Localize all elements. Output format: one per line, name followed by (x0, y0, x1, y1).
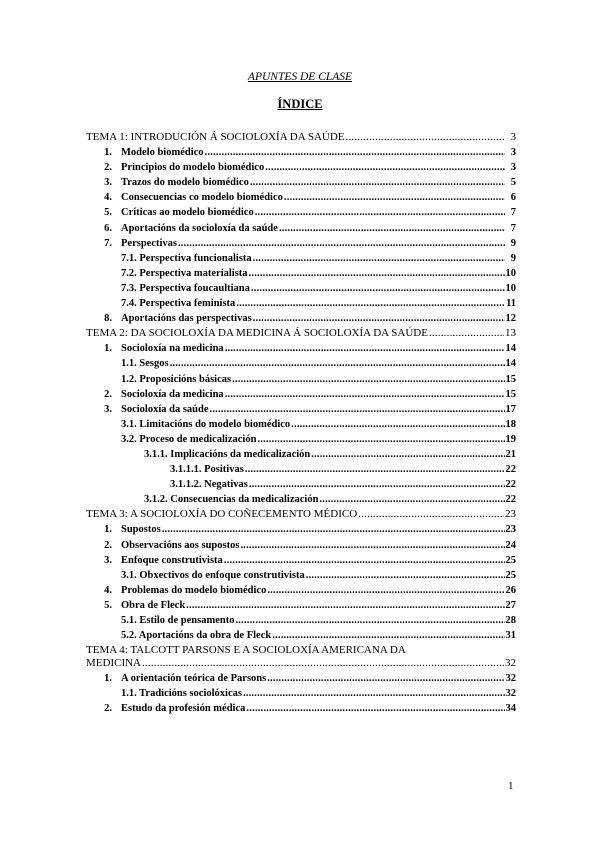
toc-entry-number: 3. (104, 403, 112, 415)
dot-leader (265, 161, 505, 174)
toc-entry-page: 34 (505, 703, 516, 715)
toc-entry-number: 3. (104, 554, 112, 566)
toc-entry (86, 448, 516, 461)
toc-entry-page: 14 (505, 358, 516, 370)
toc-entry-label: Enfoque construtivista (121, 554, 223, 566)
toc-entry (86, 493, 516, 506)
toc-topic-entry (86, 657, 516, 670)
toc-entry-label: Modelo biomédico (121, 147, 204, 159)
toc-entry-label: 3.1.1. Implicacións da medicalización (144, 448, 311, 460)
toc-entry-page: 22 (505, 464, 516, 476)
toc-entry-number: 7. (104, 237, 112, 249)
toc-entry-page: 26 (505, 584, 516, 596)
toc-entry-label: A orientación teórica de Parsons (121, 673, 267, 685)
toc-entry-page: 10 (505, 267, 516, 279)
toc-entry-page: 25 (505, 569, 516, 581)
dot-leader (319, 493, 504, 506)
toc-entry-page: 11 (506, 298, 516, 310)
dot-leader (240, 539, 504, 552)
toc-entry-page: 9 (510, 237, 516, 249)
toc-entry (86, 146, 516, 159)
toc-entry-page: 15 (505, 373, 516, 385)
toc-entry-page: 32 (505, 688, 516, 700)
toc-entry-label: 1.1. Tradicións sociolóxicas (121, 688, 242, 700)
table-of-contents (86, 131, 516, 718)
toc-entry (86, 403, 516, 416)
toc-entry (86, 357, 516, 370)
dot-leader (170, 357, 505, 370)
toc-entry-number: 1. (104, 524, 112, 536)
toc-entry-label: Aportacións da socioloxía da saúde (121, 222, 278, 234)
dot-leader (306, 569, 505, 582)
toc-entry-label: Socioloxía da medicina (121, 388, 224, 400)
toc-entry (86, 629, 516, 642)
toc-entry-label: 3.1.2. Consecuencias da medicalización (144, 494, 319, 506)
dot-leader (225, 388, 505, 401)
toc-entry-page: 22 (505, 479, 516, 491)
dot-leader (142, 657, 504, 670)
toc-entry-label: 3.1.1.1. Positivas (170, 464, 244, 476)
toc-entry-page: 31 (505, 630, 516, 642)
toc-entry-label: 1.2. Proposicións básicas (121, 373, 232, 385)
dot-leader (255, 206, 505, 219)
toc-entry (86, 418, 516, 431)
toc-entry-label: TEMA 2: DA SOCIOLOXÍA DA MEDICINA Á SOCIOLOXÍA DA SAÚDE (86, 327, 428, 340)
dot-leader (224, 554, 505, 567)
toc-entry-label: Perspectivas (121, 237, 177, 249)
header-apuntes: APUNTES DE CLASE (247, 71, 353, 83)
dot-leader (205, 146, 505, 159)
dot-leader (267, 584, 504, 597)
toc-entry (86, 614, 516, 627)
toc-entry (86, 176, 516, 189)
toc-entry (86, 672, 516, 685)
toc-entry-number: 2. (104, 539, 112, 551)
toc-entry (86, 463, 516, 476)
toc-topic-entry (86, 508, 516, 521)
toc-entry (86, 539, 516, 552)
dot-leader (272, 629, 504, 642)
toc-entry (86, 584, 516, 597)
toc-entry-label: 5.1. Estilo de pensamento (121, 615, 235, 626)
toc-entry (86, 687, 516, 700)
toc-entry-label: 3.1.1.2. Negativas (170, 479, 248, 491)
toc-entry (86, 342, 516, 355)
toc-entry-label: Críticas ao modelo biomédico (121, 207, 254, 219)
toc-entry-page: 19 (505, 433, 516, 445)
toc-entry (86, 599, 516, 612)
toc-entry-label: 3.2. Proceso de medicalización (121, 433, 257, 445)
dot-leader (251, 282, 505, 295)
toc-entry-page: 27 (505, 599, 516, 611)
toc-entry-label: Principios do modelo biomédico (121, 162, 265, 174)
toc-entry-page: 3 (510, 162, 516, 174)
toc-entry-label: 3.1. Limitacións do modelo biomédico (121, 418, 291, 430)
toc-entry (86, 252, 516, 265)
toc-entry (86, 267, 516, 280)
toc-entry-page: 32 (505, 657, 516, 670)
dot-leader (225, 342, 505, 355)
dot-leader (246, 702, 504, 715)
dot-leader (346, 131, 506, 144)
toc-entry-label: Trazos do modelo biomédico (121, 177, 249, 189)
toc-entry-page: 18 (505, 418, 516, 430)
toc-entry-page: 15 (505, 388, 516, 400)
toc-entry-page: 9 (510, 252, 516, 264)
dot-leader (232, 373, 504, 386)
toc-entry-label: Consecuencias co modelo biomédico (121, 192, 283, 204)
toc-entry-number: 1. (104, 673, 112, 685)
toc-entry-number: 3. (104, 177, 112, 189)
toc-entry-number: 4. (104, 584, 112, 596)
toc-entry-number: 5. (104, 207, 112, 219)
dot-leader (257, 433, 504, 446)
dot-leader (243, 687, 505, 700)
toc-entry-page: 21 (505, 448, 516, 460)
toc-topic-entry (86, 327, 516, 340)
toc-entry-page: 28 (505, 615, 516, 626)
toc-entry-number: 8. (104, 313, 112, 325)
dot-leader (235, 614, 504, 627)
toc-entry (86, 478, 516, 491)
toc-entry-page: 12 (505, 313, 516, 325)
dot-leader (210, 403, 505, 416)
dot-leader (267, 672, 504, 685)
dot-leader (291, 418, 504, 431)
toc-entry-page: 3 (510, 147, 516, 159)
dot-leader (358, 508, 504, 521)
toc-entry-number: 6. (104, 222, 112, 234)
toc-entry-label: 5.2. Aportacións da obra de Fleck (121, 630, 272, 642)
toc-entry (86, 388, 516, 401)
toc-entry-label: TEMA 1: INTRODUCIÓN Á SOCIOLOXÍA DA SAÚDE (86, 131, 345, 143)
dot-leader (429, 327, 504, 340)
dot-leader (311, 448, 504, 461)
toc-entry-page: 23 (505, 508, 516, 521)
toc-entry-page: 3 (510, 131, 516, 143)
toc-entry-page: 5 (510, 177, 516, 189)
toc-entry-label: 7.4. Perspectiva feminista (121, 298, 236, 310)
toc-entry-label: Obra de Fleck (121, 599, 186, 611)
toc-entry-number: 2. (104, 703, 112, 715)
toc-entry-label: Aportacións das perspectivas (121, 313, 252, 325)
toc-entry (86, 373, 516, 386)
toc-topic-entry (86, 131, 516, 144)
dot-leader (249, 267, 505, 280)
toc-entry (86, 523, 516, 536)
toc-entry-label: 3.1. Obxectivos do enfoque construtivista (121, 569, 305, 581)
toc-entry-page: 17 (505, 403, 516, 415)
dot-leader (250, 176, 505, 189)
toc-entry-label: Supostos (121, 524, 161, 536)
toc-topic-line: TEMA 4: TALCOTT PARSONS E A SOCIOLOXÍA AMERICANA DA (86, 644, 406, 657)
toc-entry-label: 7.3. Perspectiva foucaultiana (121, 282, 250, 294)
toc-entry-page: 24 (505, 539, 516, 551)
toc-entry (86, 161, 516, 174)
toc-entry (86, 569, 516, 582)
toc-entry (86, 433, 516, 446)
toc-entry-label: 7.2. Perspectiva materialista (121, 267, 248, 279)
toc-entry (86, 554, 516, 567)
toc-entry (86, 282, 516, 295)
toc-entry-label: 1.1. Sesgos (121, 358, 169, 370)
toc-entry-label: Observacións aos supostos (121, 539, 240, 551)
toc-entry-label: Socioloxía da saúde (121, 403, 209, 415)
dot-leader (249, 478, 505, 491)
dot-leader (253, 252, 505, 265)
toc-entry-label: TEMA 3: A SOCIOLOXÍA DO COÑECEMENTO MÉDICO (86, 508, 358, 521)
toc-entry (86, 312, 516, 325)
toc-entry-label: Estudo da profesión médica (121, 703, 246, 715)
toc-entry-page: 10 (505, 282, 516, 294)
index-title: ÍNDICE (277, 97, 323, 111)
toc-entry-number: 1. (104, 343, 112, 355)
dot-leader (186, 599, 504, 612)
toc-entry-label: 7.1. Perspectiva funcionalista (121, 252, 252, 264)
toc-entry-label: Problemas do modelo biomédico (121, 584, 267, 596)
toc-entry (86, 297, 516, 310)
toc-entry-label: MEDICINA (86, 657, 141, 670)
dot-leader (178, 237, 505, 250)
toc-entry-page: 23 (505, 524, 516, 536)
toc-entry-number: 2. (104, 388, 112, 400)
page-number: 1 (508, 780, 514, 792)
toc-entry-page: 6 (510, 192, 516, 204)
dot-leader (253, 312, 505, 325)
dot-leader (245, 463, 505, 476)
toc-entry (86, 206, 516, 219)
toc-entry-number: 5. (104, 599, 112, 611)
toc-entry-number: 2. (104, 162, 112, 174)
dot-leader (284, 191, 505, 204)
toc-entry (86, 191, 516, 204)
toc-entry-number: 1. (104, 147, 112, 159)
toc-entry-page: 22 (505, 494, 516, 506)
toc-entry-page: 25 (505, 554, 516, 566)
toc-entry (86, 237, 516, 250)
toc-entry (86, 702, 516, 715)
dot-leader (162, 523, 505, 536)
toc-entry-number: 4. (104, 192, 112, 204)
toc-entry-page: 32 (505, 673, 516, 685)
toc-entry-page: 14 (505, 343, 516, 355)
toc-entry-page: 7 (510, 207, 516, 219)
dot-leader (279, 222, 505, 235)
toc-entry-label: Socioloxía na medicina (121, 343, 224, 355)
toc-entry-page: 13 (505, 327, 516, 340)
dot-leader (236, 297, 505, 310)
toc-entry (86, 222, 516, 235)
toc-entry-page: 7 (510, 222, 516, 234)
